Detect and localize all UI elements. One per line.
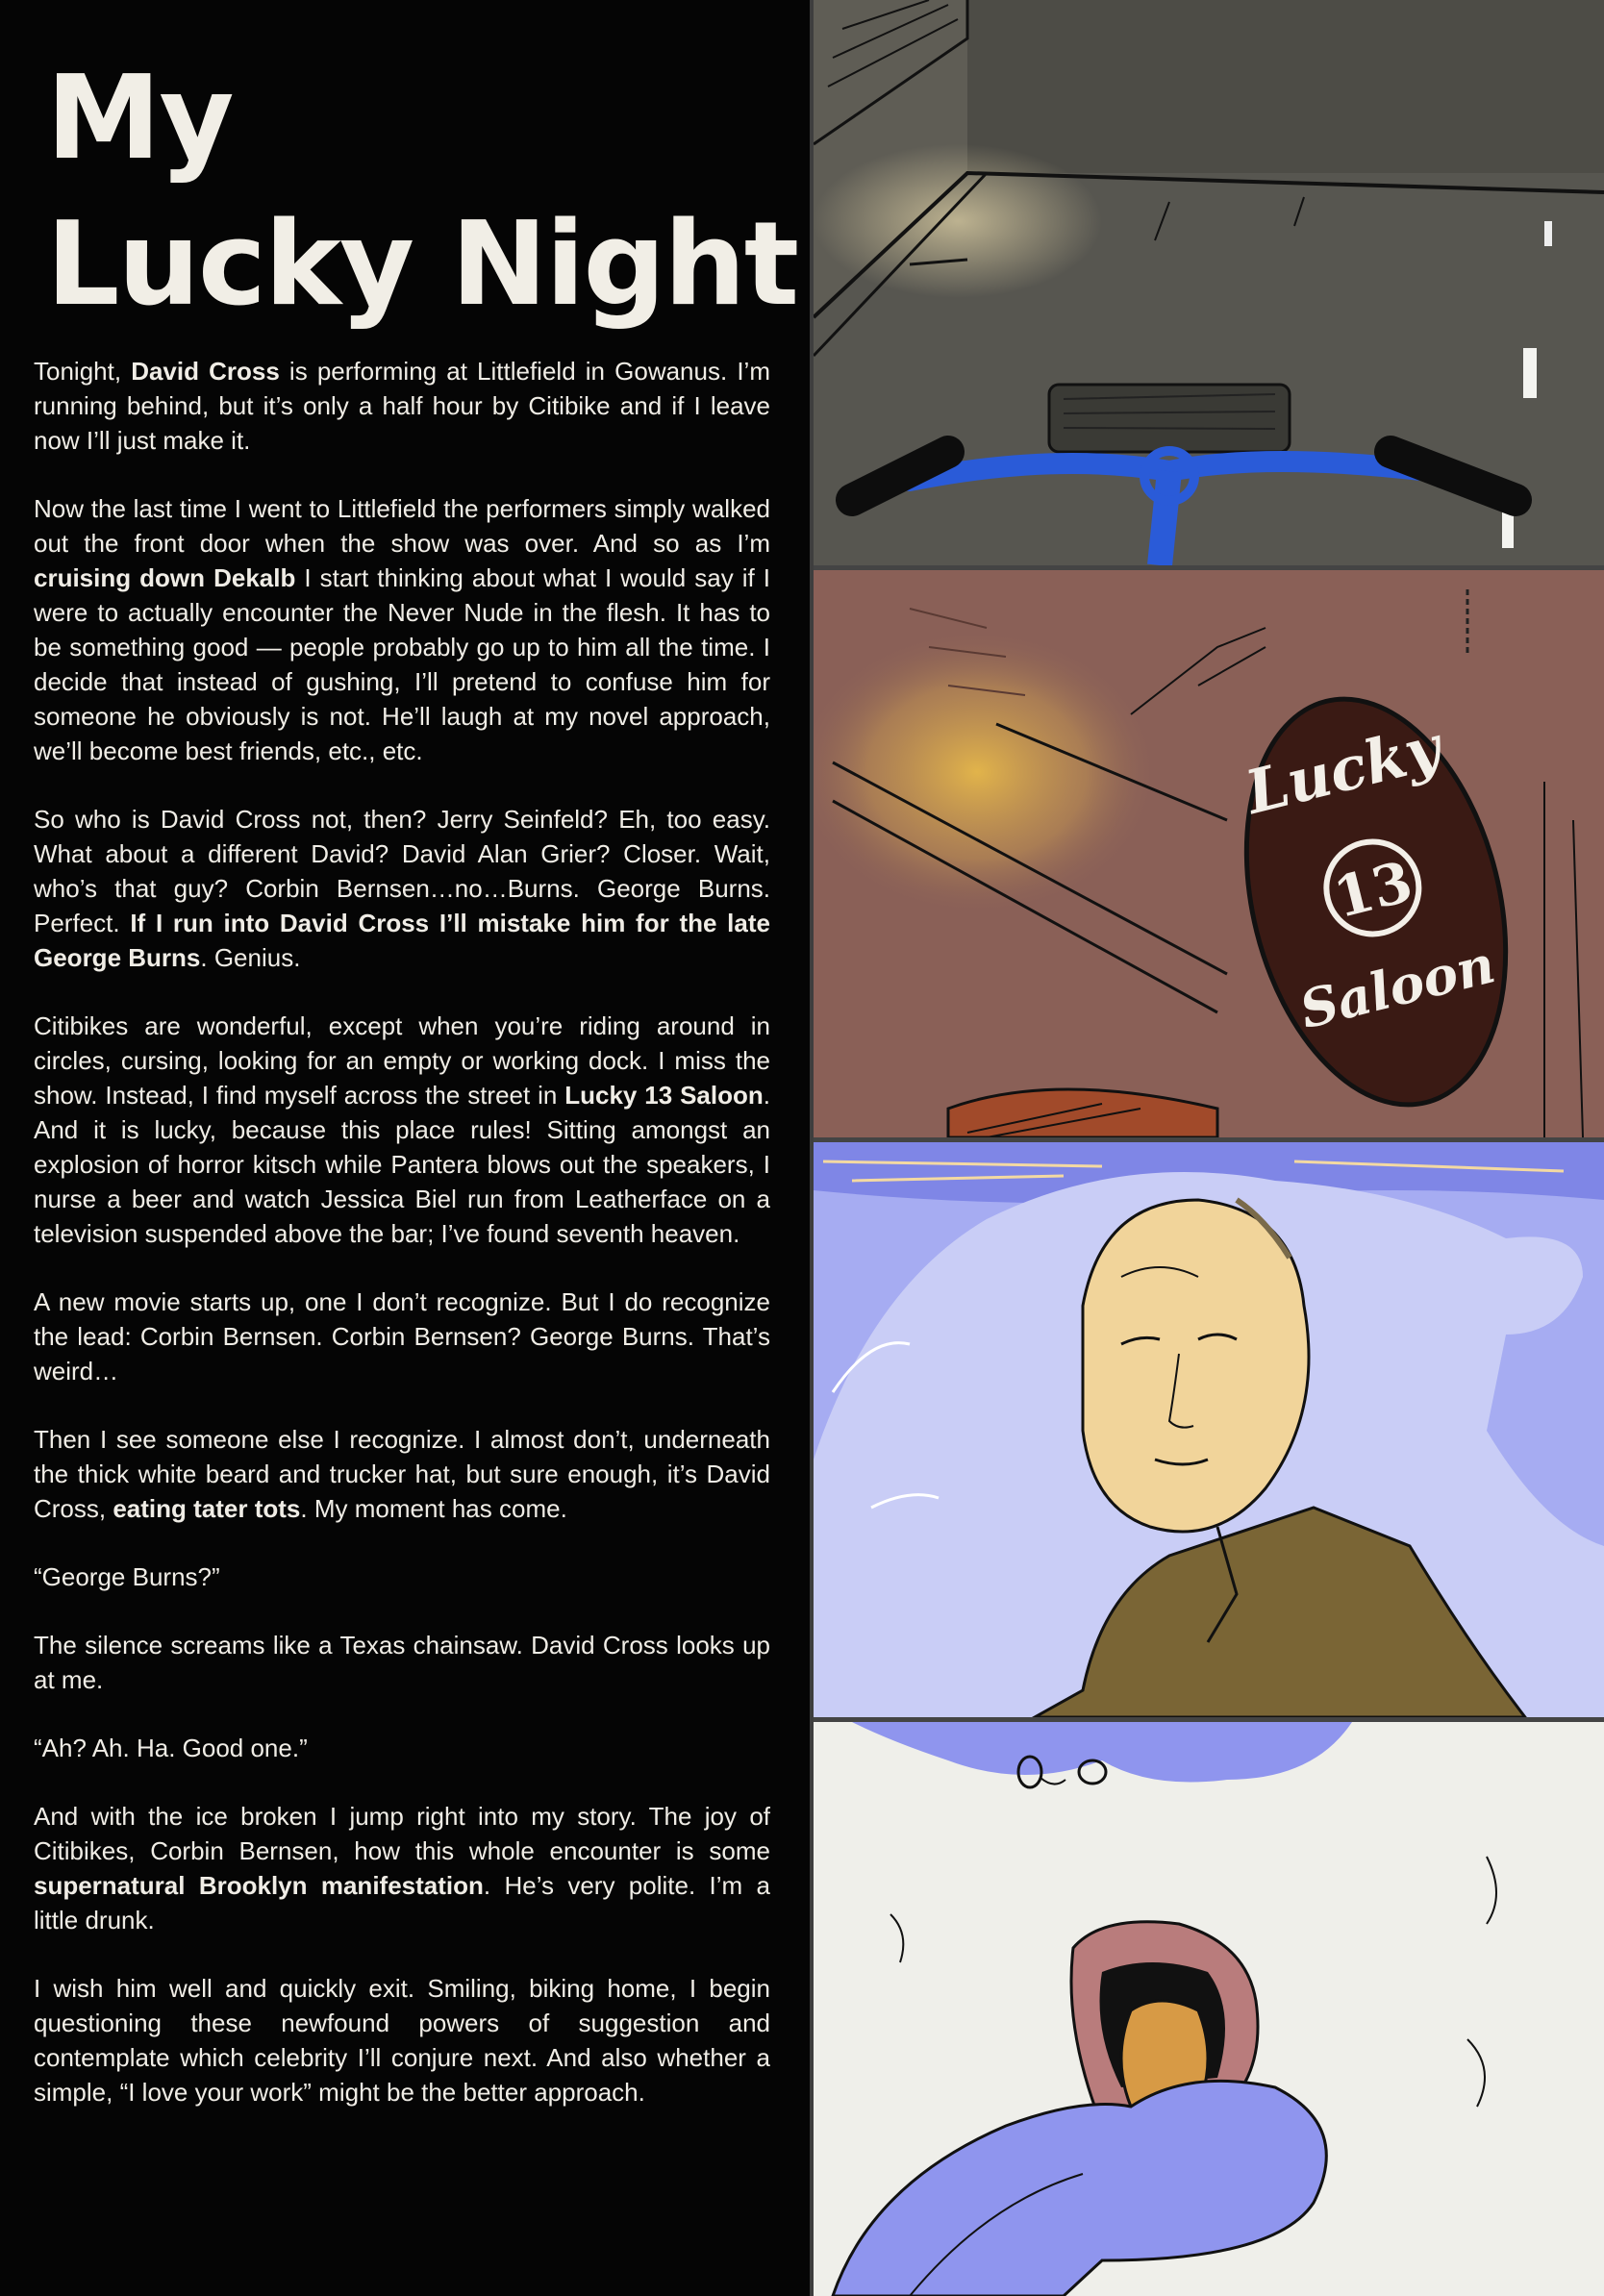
- comic-panels: [814, 0, 1604, 2296]
- paragraph-7: “George Burns?”: [34, 1562, 220, 1591]
- paragraph-10: And with the ice broken I jump right into my story. The joy of Citibikes, Corbin Bernsen, how this whole encounter is some supernatural Brooklyn manifestation. He’s very polite. I’m a little drunk.: [34, 1802, 770, 1934]
- panel-saloon-sign: [814, 570, 1604, 1137]
- paragraph-3: So who is David Cross not, then? Jerry Seinfeld? Eh, too easy. What about a different David? David Alan Grier? Closer. Wait, who’s that guy? Corbin Bernsen…no…Burns. George Burns. Perfect. If I run into David Cross I’ll mistake him for the late George Burns. Genius.: [34, 805, 770, 972]
- paragraph-5: A new movie starts up, one I don’t recognize. But I do recognize the lead: Corbin Bernsen. Corbin Bernsen? George Burns. That’s weird…: [34, 1287, 770, 1385]
- paragraph-1: Tonight, David Cross is performing at Littlefield in Gowanus. I’m running behind, but it’s only a half hour by Citibike and if I leave now I’ll just make it.: [34, 357, 770, 455]
- panel-portrait: [814, 1142, 1604, 1717]
- portrait-illustration: [814, 1142, 1604, 1717]
- paragraph-9: “Ah? Ah. Ha. Good one.”: [34, 1734, 308, 1762]
- title-line-1: My: [46, 52, 233, 186]
- highlight-george-burns: If I run into David Cross I’ll mistake him for the late George Burns: [34, 909, 770, 972]
- highlight-tater-tots: eating tater tots: [113, 1494, 301, 1523]
- sign-word-saloon: Saloon: [1293, 933, 1501, 1041]
- highlight-lucky-13: Lucky 13 Saloon: [564, 1081, 764, 1110]
- bike-illustration: [814, 0, 1604, 565]
- page-title: [46, 46, 797, 338]
- highlight-david-cross: David Cross: [131, 357, 280, 386]
- panel-bike-ride: [814, 0, 1604, 565]
- highlight-dekalb: cruising down Dekalb: [34, 563, 296, 592]
- sign-number: 13: [1327, 848, 1419, 932]
- paragraph-8: The silence screams like a Texas chainsaw. David Cross looks up at me.: [34, 1631, 770, 1694]
- sign-word-lucky: Lucky: [1239, 711, 1448, 828]
- paragraph-2: Now the last time I went to Littlefield the performers simply walked out the front door when the show was over. And so as I’m cruising down Dekalb I start thinking about what I would say if I were to actually encounter the Never Nude in the flesh. It has to be something good — people probably go up to him all the time. I decide that instead of gushing, I’ll pretend to confuse him for someone he obviously is not. He’ll laugh at my novel approach, we’ll become best friends, etc., etc.: [34, 494, 771, 765]
- paragraph-6: Then I see someone else I recognize. I almost don’t, underneath the thick white beard and trucker hat, but sure enough, it’s David Cross, eating tater tots. My moment has come.: [34, 1425, 770, 1523]
- story-text: [34, 354, 770, 2143]
- paragraph-11: I wish him well and quickly exit. Smiling, biking home, I begin questioning these newfound powers of suggestion and contemplate which celebrity I’ll conjure next. And also whether a simple, “I love your work” might be the better approach.: [34, 1974, 770, 2107]
- paragraph-4: Citibikes are wonderful, except when you’re riding around in circles, cursing, looking for an empty or working dock. I miss the show. Instead, I find myself across the street in Lucky 13 Saloon. And it is lucky, because this place rules! Sitting amongst an explosion of horror kitsch while Pantera blows out the speakers, I nurse a beer and watch Jessica Biel run from Leatherface on a television suspended above the bar; I’ve found seventh heaven.: [34, 1011, 770, 1248]
- panel-tater-tot: [814, 1722, 1604, 2296]
- tater-tot-illustration: [814, 1722, 1604, 2296]
- sign-illustration: [814, 570, 1604, 1137]
- highlight-manifestation: supernatural Brooklyn manifestation: [34, 1871, 484, 1900]
- title-line-2: Lucky Night: [46, 198, 798, 332]
